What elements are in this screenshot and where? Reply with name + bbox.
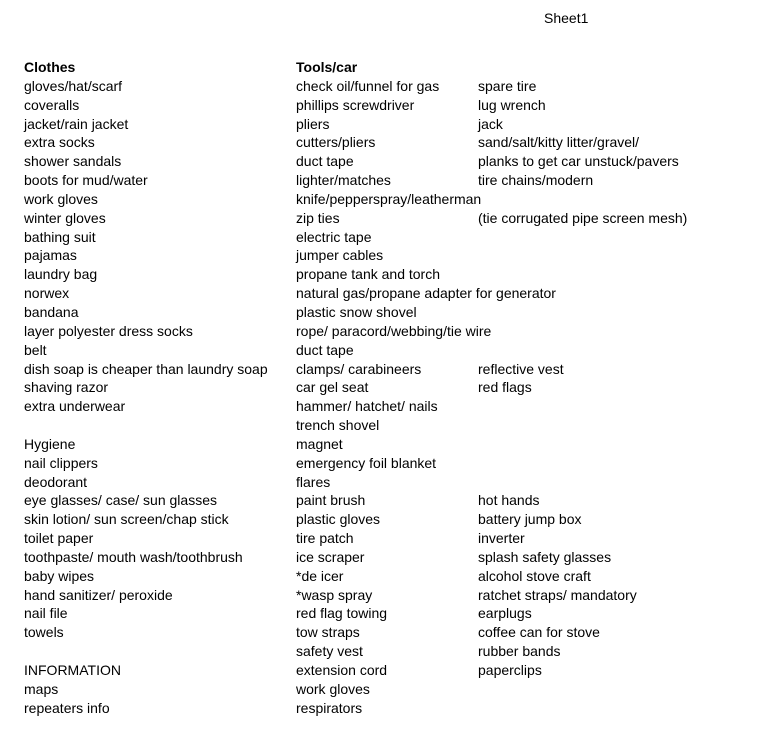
- sheet-cell: pliers: [296, 115, 330, 132]
- sheet-cell: jumper cables: [296, 247, 384, 264]
- sheet-cell: phillips screwdriver: [296, 96, 415, 113]
- sheet-title: Sheet1: [544, 10, 589, 26]
- sheet-cell: hand sanitizer/ peroxide: [24, 586, 173, 603]
- sheet-cell: propane tank and torch: [296, 266, 440, 283]
- sheet-cell: (tie corrugated pipe screen mesh): [478, 209, 688, 226]
- sheet-cell: [478, 454, 687, 473]
- sheet-cell: planks to get car unstuck/pavers: [478, 153, 679, 170]
- sheet-cell: work gloves: [296, 680, 370, 697]
- sheet-cell: plastic snow shovel: [296, 303, 417, 320]
- sheet-cell: skin lotion/ sun screen/chap stick: [24, 511, 229, 528]
- sheet-cell: [478, 416, 687, 435]
- sheet-cell: tire patch: [296, 530, 354, 547]
- sheet-cell: rope/ paracord/webbing/tie wire: [296, 322, 492, 339]
- sheet-cell: flares: [296, 473, 331, 490]
- sheet-cell: bathing suit: [24, 228, 96, 245]
- sheet-cell: [478, 303, 687, 322]
- sheet-cell: [24, 642, 268, 661]
- column-a: [24, 58, 268, 718]
- sheet-cell: knife/pepperspray/leatherman: [296, 190, 482, 207]
- sheet-cell: check oil/funnel for gas: [296, 77, 440, 94]
- sheet-cell: [478, 435, 687, 454]
- sheet-cell: pajamas: [24, 247, 77, 264]
- sheet-cell: winter gloves: [24, 209, 106, 226]
- sheet-cell: electric tape: [296, 228, 372, 245]
- sheet-cell: [478, 265, 687, 284]
- sheet-cell: lighter/matches: [296, 172, 391, 189]
- sheet-cell: deodorant: [24, 473, 88, 490]
- sheet-cell: duct tape: [296, 341, 354, 358]
- sheet-cell: rubber bands: [478, 643, 561, 660]
- sheet-cell: bandana: [24, 303, 79, 320]
- sheet-cell: [478, 341, 687, 360]
- sheet-cell: spare tire: [478, 77, 537, 94]
- sheet-cell: battery jump box: [478, 511, 582, 528]
- column-heading: Tools/car: [296, 59, 358, 75]
- sheet-cell: boots for mud/water: [24, 172, 148, 189]
- sheet-cell: red flags: [478, 379, 532, 396]
- sheet-cell: coveralls: [24, 96, 80, 113]
- sheet-cell: paint brush: [296, 492, 366, 509]
- sheet-cell: cutters/pliers: [296, 134, 376, 151]
- sheet-cell: baby wipes: [24, 567, 95, 584]
- sheet-cell: Hygiene: [24, 435, 76, 452]
- sheet-cell: inverter: [478, 530, 525, 547]
- sheet-cell: reflective vest: [478, 360, 564, 377]
- sheet-cell: [478, 284, 687, 303]
- sheet-cell: plastic gloves: [296, 511, 381, 528]
- sheet-cell: [478, 228, 687, 247]
- sheet-cell: jacket/rain jacket: [24, 115, 129, 132]
- sheet-cell: layer polyester dress socks: [24, 322, 193, 339]
- sheet-cell: repeaters info: [24, 699, 110, 716]
- sheet-cell: paperclips: [478, 662, 542, 678]
- sheet-cell: sand/salt/kitty litter/gravel/: [478, 134, 640, 151]
- sheet-cell: jack: [478, 115, 503, 132]
- sheet-cell: natural gas/propane adapter for generator: [296, 285, 556, 302]
- sheet-cell: splash safety glasses: [478, 548, 612, 565]
- column-c: [478, 58, 687, 680]
- sheet-cell: shaving razor: [24, 379, 109, 396]
- sheet-cell: [24, 416, 268, 435]
- sheet-cell: [478, 246, 687, 265]
- sheet-cell: laundry bag: [24, 266, 98, 283]
- sheet-cell: tire chains/modern: [478, 172, 594, 189]
- sheet-cell: ratchet straps/ mandatory: [478, 586, 637, 603]
- sheet-cell: dish soap is cheaper than laundry soap: [24, 360, 268, 377]
- sheet-cell: tow straps: [296, 624, 360, 641]
- sheet-cell: car gel seat: [296, 379, 369, 396]
- sheet-cell: nail file: [24, 605, 68, 622]
- sheet-cell: hot hands: [478, 492, 540, 509]
- sheet-cell: towels: [24, 624, 64, 641]
- sheet-cell: ice scraper: [296, 548, 365, 565]
- sheet-cell: magnet: [296, 435, 343, 452]
- sheet-cell: nail clippers: [24, 454, 98, 471]
- sheet-cell: INFORMATION: [24, 662, 121, 678]
- sheet-cell: alcohol stove craft: [478, 567, 591, 584]
- sheet-cell: respirators: [296, 699, 363, 716]
- sheet-cell: maps: [24, 680, 59, 697]
- sheet-cell: *de icer: [296, 567, 344, 584]
- sheet-cell: zip ties: [296, 209, 340, 226]
- sheet-cell: belt: [24, 341, 47, 358]
- sheet-cell: extra socks: [24, 134, 95, 151]
- sheet-cell: red flag towing: [296, 605, 388, 622]
- sheet-cell: extra underwear: [24, 398, 126, 415]
- sheet-cell: safety vest: [296, 643, 363, 660]
- sheet-cell: [478, 397, 687, 416]
- sheet-cell: gloves/hat/scarf: [24, 77, 123, 94]
- sheet-cell: [478, 190, 687, 209]
- sheet-cell: [478, 473, 687, 492]
- sheet-cell: extension cord: [296, 662, 388, 678]
- sheet-cell: [478, 58, 687, 77]
- sheet-cell: norwex: [24, 285, 70, 302]
- sheet-cell: hammer/ hatchet/ nails: [296, 398, 438, 415]
- sheet-cell: *wasp spray: [296, 586, 373, 603]
- sheet-cell: trench shovel: [296, 417, 380, 434]
- sheet-cell: eye glasses/ case/ sun glasses: [24, 492, 217, 509]
- sheet-cell: toothpaste/ mouth wash/toothbrush: [24, 548, 243, 565]
- sheet-cell: shower sandals: [24, 153, 122, 170]
- sheet-cell: [478, 322, 687, 341]
- column-heading: Clothes: [24, 59, 76, 75]
- sheet-cell: lug wrench: [478, 96, 546, 113]
- sheet-cell: emergency foil blanket: [296, 454, 437, 471]
- sheet-cell: earplugs: [478, 605, 532, 622]
- sheet-cell: duct tape: [296, 153, 354, 170]
- sheet-cell: clamps/ carabineers: [296, 360, 422, 377]
- sheet-cell: work gloves: [24, 190, 98, 207]
- sheet-cell: coffee can for stove: [478, 624, 600, 641]
- sheet-cell: toilet paper: [24, 530, 94, 547]
